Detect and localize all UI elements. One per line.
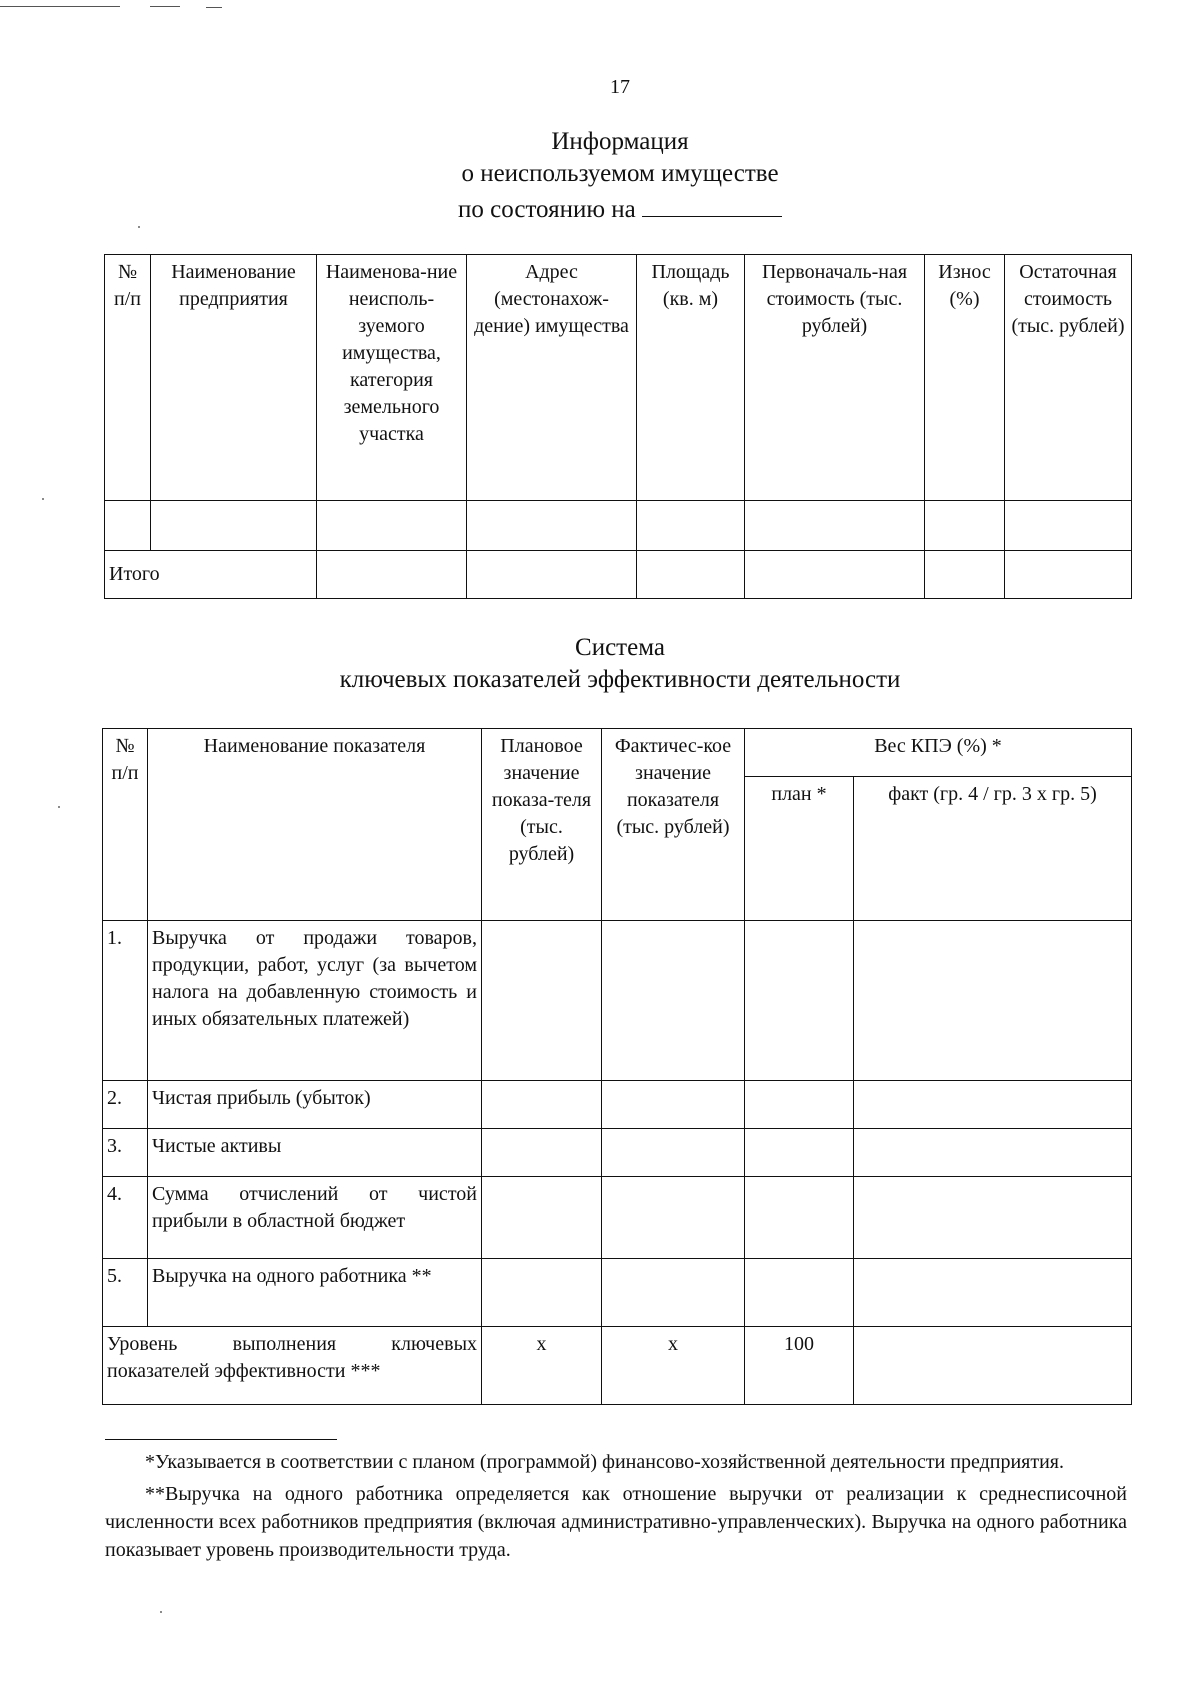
col-num-header: № п/п: [105, 255, 151, 501]
info-title-line3: [0, 190, 1200, 226]
table-cell: [467, 501, 637, 551]
table-cell: [745, 551, 925, 599]
info-header-row: [105, 255, 1132, 501]
kpi-col-weight-fact-header: факт (гр. 4 / гр. 3 х гр. 5): [854, 777, 1132, 921]
kpi-total-weight-plan: 100: [745, 1327, 854, 1405]
table-cell: [745, 1129, 854, 1177]
kpi-title-line2: ключевых показателей эффективности деятельности: [339, 666, 901, 693]
table-cell: [745, 1177, 854, 1259]
kpi-col-weight-plan-header: план *: [745, 777, 854, 921]
scan-speck: [58, 806, 60, 808]
kpi-col-name-header: Наименование показателя: [148, 729, 482, 921]
info-title-line1: Информация: [551, 128, 689, 155]
kpi-col-weight-header: Вес КПЭ (%) *: [745, 729, 1132, 777]
table-row: [103, 1081, 1132, 1129]
table-row: [103, 921, 1132, 1081]
row-name: Выручка от продажи товаров, продукции, работ, услуг (за вычетом налога на добавленную стоимость и иных обязательных платежей): [148, 921, 482, 1081]
scan-artifact-line: [0, 6, 120, 7]
table-cell: [151, 501, 317, 551]
kpi-title-line1: Система: [575, 634, 665, 661]
table-cell: [482, 1081, 602, 1129]
kpi-header-row-1: [103, 729, 1132, 777]
table-cell: [854, 1327, 1132, 1405]
table-cell: [482, 921, 602, 1081]
table-cell: [637, 501, 745, 551]
table-cell: [745, 1081, 854, 1129]
col-address-header: Адрес (местонахож-дение) имущества: [467, 255, 637, 501]
table-cell: [602, 1081, 745, 1129]
col-area-header: Площадь (кв. м): [637, 255, 745, 501]
table-cell: [602, 1259, 745, 1327]
footnotes: [105, 1448, 1127, 1568]
scan-artifact-line: [206, 7, 222, 8]
info-date-label: по состоянию на: [458, 196, 636, 223]
kpi-total-plan-value: x: [482, 1327, 602, 1405]
kpi-col-plan-value-header: Плановое значение показа-теля (тыс. рублей): [482, 729, 602, 921]
date-blank-line: [642, 190, 782, 217]
table-cell: [482, 1177, 602, 1259]
table-cell: [854, 921, 1132, 1081]
table-cell: [854, 1177, 1132, 1259]
col-initial-cost-header: Первоначаль-ная стоимость (тыс. рублей): [745, 255, 925, 501]
kpi-total-label: Уровень выполнения ключевых показателей эффективности ***: [103, 1327, 482, 1405]
kpi-col-num-header: № п/п: [103, 729, 148, 921]
table-cell: [317, 501, 467, 551]
row-num: 1.: [103, 921, 148, 1081]
table-row: [103, 1259, 1132, 1327]
kpi-table: [102, 728, 1132, 1405]
table-cell: [482, 1129, 602, 1177]
row-name: Сумма отчислений от чистой прибыли в областной бюджет: [148, 1177, 482, 1259]
table-cell: [602, 1129, 745, 1177]
col-enterprise-header: Наименование предприятия: [151, 255, 317, 501]
info-title: [0, 126, 1200, 226]
row-name: Чистая прибыль (убыток): [148, 1081, 482, 1129]
row-name: Выручка на одного работника **: [148, 1259, 482, 1327]
kpi-total-row: [103, 1327, 1132, 1405]
kpi-title: [0, 632, 1200, 696]
table-row: [103, 1177, 1132, 1259]
info-title-line2: о неиспользуемом имуществе: [461, 160, 779, 187]
table-cell: [854, 1081, 1132, 1129]
table-cell: [602, 921, 745, 1081]
table-cell: [854, 1129, 1132, 1177]
row-num: 3.: [103, 1129, 148, 1177]
footnote-separator: [105, 1439, 337, 1440]
table-row: [103, 1129, 1132, 1177]
table-cell: [745, 501, 925, 551]
info-total-row: [105, 551, 1132, 599]
scan-artifact-line: [150, 6, 180, 7]
row-name: Чистые активы: [148, 1129, 482, 1177]
table-cell: [482, 1259, 602, 1327]
table-cell: [745, 921, 854, 1081]
table-cell: [925, 551, 1005, 599]
kpi-col-fact-value-header: Фактичес-кое значение показателя (тыс. рублей): [602, 729, 745, 921]
table-cell: [745, 1259, 854, 1327]
row-num: 2.: [103, 1081, 148, 1129]
unused-property-table: [104, 254, 1132, 599]
scan-speck: [160, 1611, 162, 1613]
table-cell: [105, 501, 151, 551]
table-cell: [925, 501, 1005, 551]
info-empty-row: [105, 501, 1132, 551]
table-cell: [854, 1259, 1132, 1327]
scan-speck: [138, 226, 140, 228]
row-num: 5.: [103, 1259, 148, 1327]
col-property-name-header: Наименова-ние неисполь-зуемого имущества, категория земельного участка: [317, 255, 467, 501]
footnote-1: *Указывается в соответствии с планом (программой) финансово-хозяйственной деятельности предприятия.: [145, 1451, 1065, 1473]
kpi-total-fact-value: x: [602, 1327, 745, 1405]
footnote-2: **Выручка на одного работника определяется как отношение выручки от реализации к среднесписочной численности всех работников предприятия (включая административно-управленческих). Выручка на одного работника показывает уровень производительности труда.: [105, 1483, 1127, 1561]
table-cell: [637, 551, 745, 599]
page-number: 17: [610, 76, 630, 98]
table-cell: [1005, 501, 1132, 551]
scan-speck: [42, 498, 44, 500]
table-cell: [317, 551, 467, 599]
col-wear-header: Износ (%): [925, 255, 1005, 501]
row-num: 4.: [103, 1177, 148, 1259]
table-cell: [1005, 551, 1132, 599]
table-cell: [467, 551, 637, 599]
table-cell: [602, 1177, 745, 1259]
col-residual-cost-header: Остаточная стоимость (тыс. рублей): [1005, 255, 1132, 501]
total-label: Итого: [105, 551, 317, 599]
